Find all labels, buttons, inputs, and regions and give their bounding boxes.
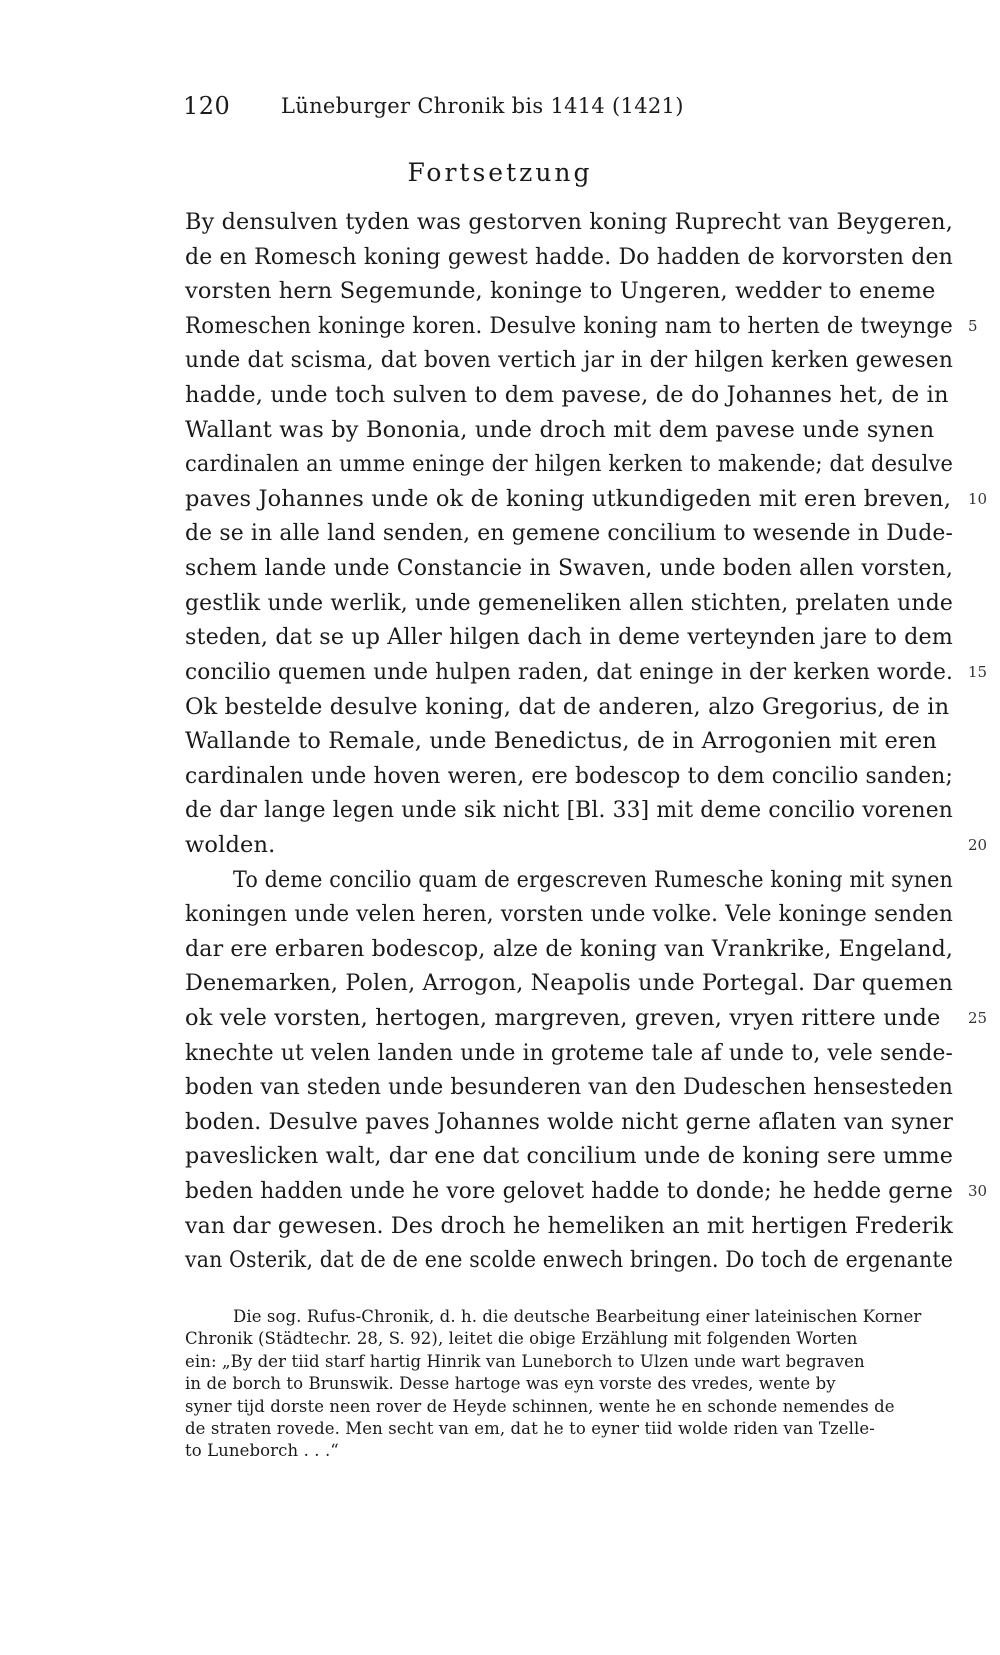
line-number: 15 [968, 662, 988, 681]
text-line-content: wolden. [185, 831, 276, 858]
page-header [183, 92, 803, 128]
text-line-content: beden hadden unde he vore gelovet hadde to donde; he hedde gerne [185, 1178, 954, 1205]
line-number: 20 [968, 835, 988, 854]
text-line [185, 586, 953, 621]
body-text [185, 205, 988, 1278]
text-line-content: de se in alle land senden, en gemene concilium to wesende in Dude- [185, 520, 954, 547]
text-line-content: Wallande to Remale, unde Benedictus, de in Arrogonien mit eren [185, 728, 937, 755]
text-line [185, 447, 953, 482]
text-line-content: Wallant was by Bononia, unde droch mit dem pavese unde synen [185, 416, 935, 443]
text-line-content: unde dat scisma, dat boven vertich jar in der hilgen kerken gewesen [185, 347, 954, 374]
text-line-content: hadde, unde toch sulven to dem pavese, de do Johannes het, de in [185, 382, 949, 409]
text-line [185, 793, 953, 828]
footnote-line: Chronik (Städtechr. 28, S. 92), leitet die obige Erzählung mit folgenden Worten [185, 1329, 858, 1349]
text-line-content: ok vele vorsten, hertogen, margreven, greven, vryen rittere unde [185, 1005, 941, 1032]
text-line [185, 274, 953, 309]
text-line-content: paves Johannes unde ok de koning utkundigeden mit eren breven, [185, 485, 952, 512]
page-number: 120 [183, 92, 231, 120]
text-line [185, 620, 953, 655]
text-line-content: By densulven tyden was gestorven koning Ruprecht van Beygeren, [185, 209, 953, 235]
text-line [185, 897, 953, 932]
text-line-content: gestlik unde werlik, unde gemeneliken allen stichten, prelaten unde [185, 589, 953, 616]
running-title: Lüneburger Chronik bis 1414 (1421) [281, 94, 684, 118]
text-line-content: Denemarken, Polen, Arrogon, Neapolis unde Portegal. Dar quemen [185, 970, 953, 997]
text-line [185, 655, 988, 690]
text-line-content: To deme concilio quam de ergescreven Rumesche koning mit synen [233, 866, 954, 893]
text-line-content: Romeschen koninge koren. Desulve koning nam to herten de tweynge [185, 312, 953, 339]
text-line-content: schem lande unde Constancie in Swaven, unde boden allen vorsten, [185, 555, 953, 582]
text-line [185, 516, 953, 551]
footnote-line: ein: „By der tiid starf hartig Hinrik van Luneborch to Ulzen unde wart begraven [185, 1351, 865, 1371]
text-line [185, 759, 953, 794]
text-line [185, 724, 953, 759]
text-line [185, 413, 953, 448]
text-line-content: knechte ut velen landen unde in groteme tale af unde to, vele sende- [185, 1039, 953, 1066]
text-line [185, 1001, 988, 1036]
text-line-content: de dar lange legen unde sik nicht [Bl. 33] mit deme concilio vorenen [185, 797, 953, 824]
text-line [185, 828, 988, 863]
text-line [185, 240, 953, 275]
text-line [185, 932, 953, 967]
text-line-content: concilio quemen unde hulpen raden, dat eninge in der kerken worde. [185, 658, 953, 685]
text-line [185, 309, 978, 344]
text-line-content: cardinalen unde hoven weren, ere bodescop to dem concilio sanden; [185, 762, 953, 789]
text-line [185, 1174, 988, 1209]
text-line [185, 1139, 953, 1174]
section-title: Fortsetzung [407, 158, 593, 187]
text-line-content: van dar gewesen. Des droch he hemeliken an mit hertigen Frederik [185, 1212, 954, 1239]
text-line [185, 551, 953, 586]
text-line-content: koningen unde velen heren, vorsten unde volke. Vele koninge senden [185, 901, 953, 928]
text-line-content: steden, dat se up Aller hilgen dach in deme verteynden jare to dem [185, 624, 953, 651]
footnote-line: in de borch to Brunswik. Desse hartoge was eyn vorste des vredes, wente by [185, 1374, 836, 1394]
text-line [185, 1070, 953, 1105]
footnote-line: to Luneborch . . .“ [185, 1441, 339, 1461]
line-number: 25 [968, 1009, 988, 1028]
text-line-content: boden. Desulve paves Johannes wolde nicht gerne aflaten van syner [185, 1108, 953, 1135]
text-line [185, 1105, 953, 1140]
text-line [185, 1209, 953, 1244]
text-line-content: boden van steden unde besunderen van den Dudeschen hensesteden [185, 1074, 954, 1101]
text-line-content: van Osterik, dat de de ene scolde enwech bringen. Do toch de ergenante [185, 1247, 953, 1274]
footnote-line: Die sog. Rufus-Chronik, d. h. die deutsche Bearbeitung einer lateinischen Korner [233, 1307, 922, 1326]
text-line [185, 863, 953, 898]
text-line-content: cardinalen an umme eninge der hilgen kerken to makende; dat desulve [185, 451, 953, 478]
footnote-line: de straten rovede. Men secht van em, dat he to eyner tiid wolde riden van Tzelle- [185, 1418, 875, 1438]
line-number: 30 [968, 1182, 988, 1201]
text-line-content: vorsten hern Segemunde, koninge to Ungeren, wedder to eneme [185, 278, 936, 305]
text-line [185, 343, 953, 378]
text-line [185, 1036, 953, 1071]
footnote-line: syner tijd dorste neen rover de Heyde schinnen, wente he en schonde nemendes de [185, 1396, 895, 1416]
text-line-content: Ok bestelde desulve koning, dat de anderen, alzo Gregorius, de in [185, 693, 950, 720]
text-line-content: de en Romesch koning gewest hadde. Do hadden de korvorsten den [185, 243, 953, 270]
text-line [185, 1243, 953, 1278]
line-number: 10 [968, 489, 988, 508]
text-line [185, 378, 953, 413]
text-line-content: dar ere erbaren bodescop, alze de koning van Vrankrike, Engeland, [185, 935, 954, 962]
text-line [185, 482, 988, 517]
line-number: 5 [968, 316, 978, 335]
text-line [185, 966, 953, 1001]
footnotes [185, 1306, 955, 1463]
text-line-content: paveslicken walt, dar ene dat concilium unde de koning sere umme [185, 1143, 954, 1170]
text-line [185, 690, 953, 725]
text-line [185, 205, 953, 240]
